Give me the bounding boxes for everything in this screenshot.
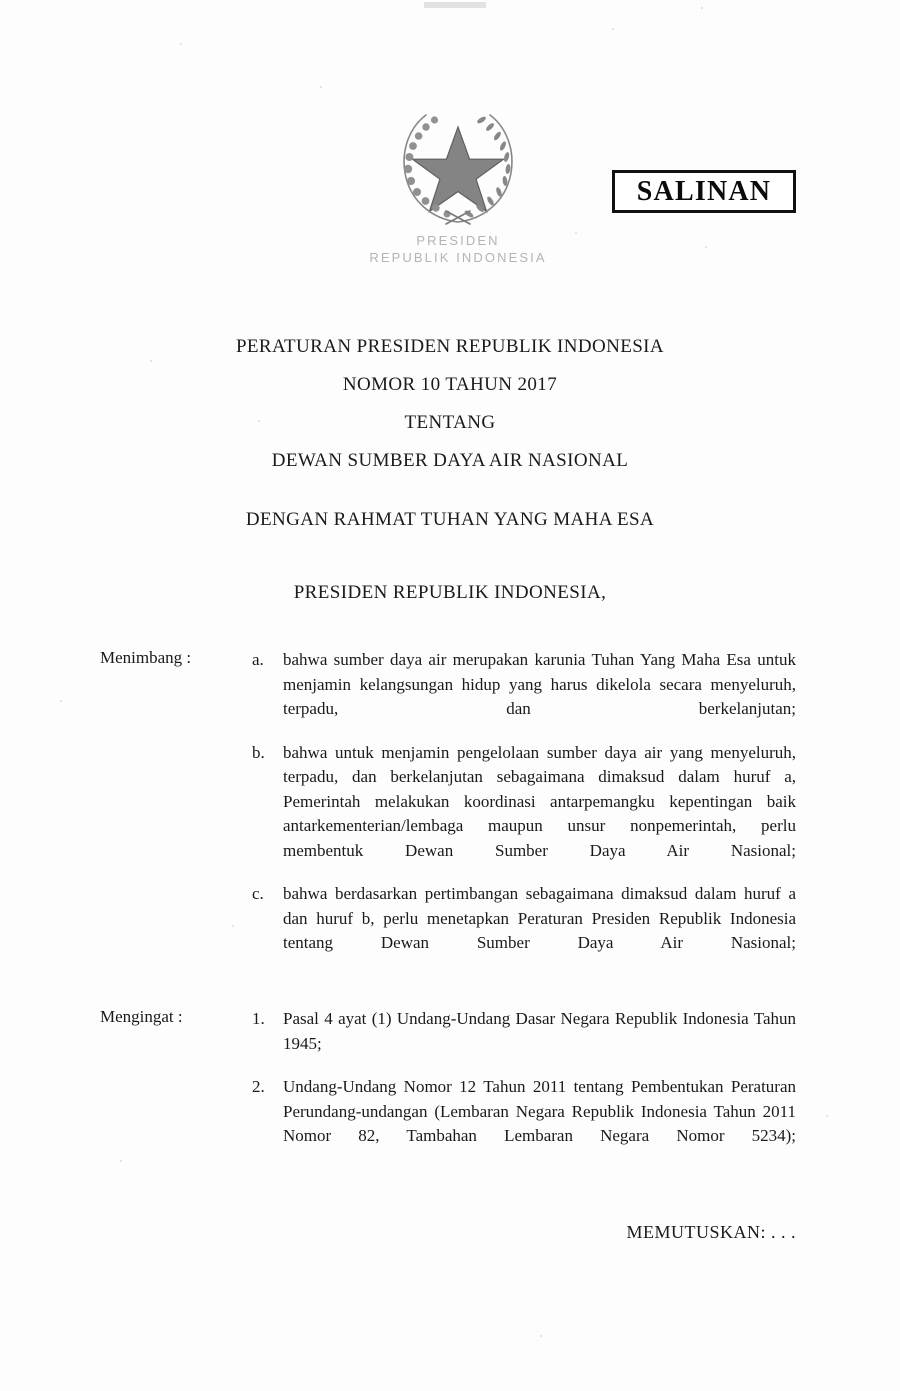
salinan-label: SALINAN	[636, 175, 772, 207]
salinan-stamp	[612, 170, 796, 213]
menimbang-text-b: bahwa untuk menjamin pengelolaan sumber daya air yang menyeluruh, terpadu, dan berkelanjutan sebagaimana dimaksud dalam huruf a, Pemerintah melakukan koordinasi antarpemangku kepentingan baik antarkementerian/lembaga maupun unsur nonpemerintah, perlu membentuk Dewan Sumber Daya Air Nasional;	[283, 742, 796, 860]
menimbang-text-c: bahwa berdasarkan pertimbangan sebagaimana dimaksud dalam huruf a dan huruf b, perlu menetapkan Peraturan Presiden Republik Indonesia tentang Dewan Sumber Daya Air Nasional;	[283, 884, 796, 952]
title-line-number: NOMOR 10 TAHUN 2017	[342, 374, 558, 395]
title-line-basmalah: DENGAN RAHMAT TUHAN YANG MAHA ESA	[245, 509, 655, 530]
scan-smudge	[424, 2, 486, 8]
mengingat-marker-1: 1.	[252, 1009, 265, 1028]
emblem-caption	[330, 232, 586, 266]
scan-speckle	[540, 1335, 542, 1337]
menimbang-marker-a: a.	[252, 650, 264, 669]
menimbang-label: Menimbang :	[100, 648, 192, 667]
garuda-star-wreath-emblem	[396, 105, 520, 229]
title-line-president: PRESIDEN REPUBLIK INDONESIA,	[293, 582, 607, 603]
mengingat-text-2: Undang-Undang Nomor 12 Tahun 2011 tentang Pembentukan Peraturan Perundang-undangan (Lembaran Negara Republik Indonesia Tahun 2011 Nomor 82, Tambahan Lembaran Negara Nomor 5234);	[283, 1077, 796, 1145]
scan-speckle	[612, 28, 614, 30]
emblem-caption-line2: REPUBLIK INDONESIA	[369, 250, 547, 265]
scan-speckle	[826, 1115, 828, 1117]
scan-speckle	[180, 43, 182, 45]
title-line-about: TENTANG	[404, 412, 496, 433]
emblem-caption-line1: PRESIDEN	[416, 233, 500, 248]
mengingat-marker-2: 2.	[252, 1077, 265, 1096]
title-line-regulation: PERATURAN PRESIDEN REPUBLIK INDONESIA	[235, 336, 665, 357]
mengingat-items	[252, 1007, 796, 1149]
scan-speckle	[120, 1160, 122, 1162]
mengingat-text-1: Pasal 4 ayat (1) Undang-Undang Dasar Negara Republik Indonesia Tahun 1945;	[283, 1009, 796, 1053]
scan-speckle	[320, 86, 322, 88]
menimbang-item-c	[252, 882, 796, 956]
menimbang-item-a	[252, 648, 796, 722]
mengingat-item-1	[252, 1007, 796, 1056]
menimbang-item-b	[252, 741, 796, 864]
menimbang-items	[252, 648, 796, 956]
menimbang-marker-c: c.	[252, 884, 264, 903]
document-title-block	[100, 336, 800, 604]
mengingat-item-2	[252, 1075, 796, 1149]
continuation-note: MEMUTUSKAN: . . .	[626, 1222, 796, 1242]
mengingat-label: Mengingat :	[100, 1007, 183, 1026]
scan-speckle	[232, 925, 234, 927]
scan-speckle	[701, 7, 703, 9]
menimbang-marker-b: b.	[252, 742, 265, 762]
scan-speckle	[60, 700, 62, 702]
title-line-subject: DEWAN SUMBER DAYA AIR NASIONAL	[271, 450, 629, 471]
menimbang-text-a: bahwa sumber daya air merupakan karunia Tuhan Yang Maha Esa untuk menjamin kelangsungan hidup yang harus dikelola secara menyeluruh, terpadu, dan berkelanjutan;	[283, 650, 796, 718]
